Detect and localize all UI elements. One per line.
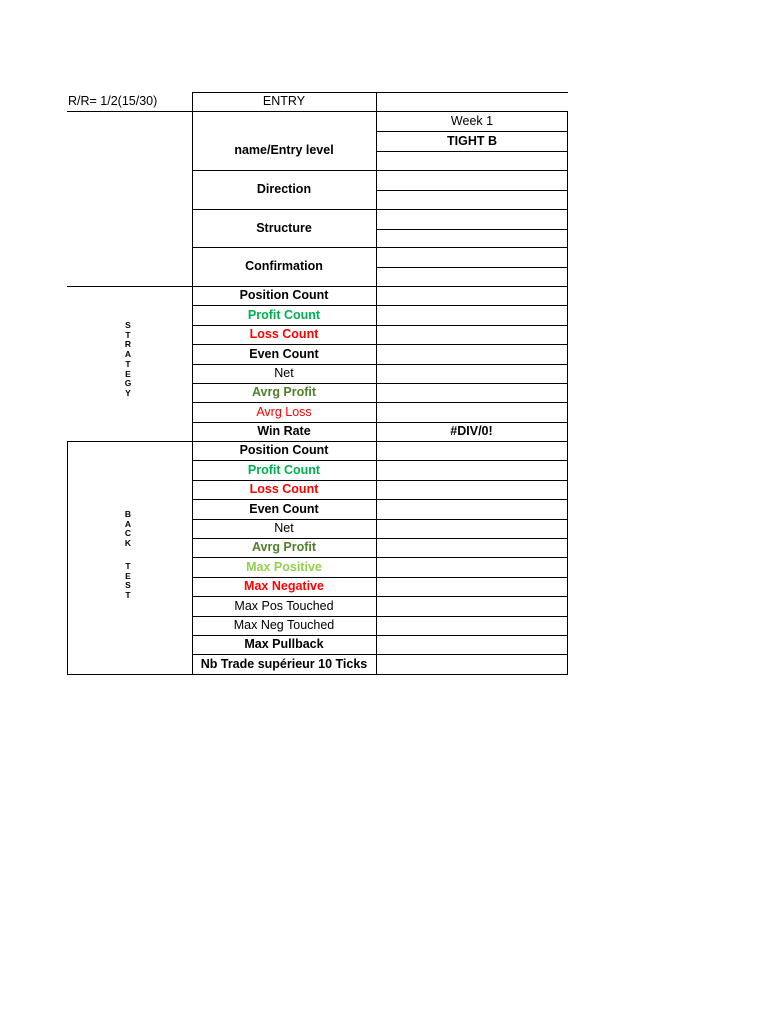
backtest-row-value[interactable] [376, 616, 567, 635]
backtest-row-label: Max Pos Touched [234, 598, 334, 613]
vertical-letter: S [125, 580, 131, 591]
back-vertical-label [122, 510, 134, 549]
confirmation-label: Confirmation [245, 259, 323, 274]
backtest-row-value[interactable] [376, 654, 567, 674]
strategy-row-value[interactable] [376, 364, 567, 383]
strategy-row-value[interactable] [376, 325, 567, 344]
test-vertical-label [122, 562, 134, 601]
direction-label: Direction [256, 182, 312, 197]
strategy-row-value[interactable] [376, 344, 567, 364]
strategy-row-label: Profit Count [247, 307, 321, 322]
vertical-letter: E [125, 368, 131, 379]
backtest-row-value[interactable] [376, 519, 567, 538]
entry-name-value-cell[interactable]: TIGHT B [447, 133, 497, 148]
backtest-row-label: Max Pullback [244, 637, 324, 652]
week-label-cell[interactable]: Week 1 [450, 113, 494, 128]
vertical-letter: B [124, 509, 132, 519]
backtest-row-label: Loss Count [249, 482, 319, 497]
grid-line [67, 441, 68, 675]
strategy-row-label: Position Count [239, 288, 329, 303]
grid-line [67, 674, 568, 675]
grid-line [67, 111, 193, 112]
backtest-row-label: Net [274, 521, 294, 536]
grid-line [376, 229, 568, 230]
vertical-letter: A [124, 349, 132, 360]
backtest-row-label: Max Negative [244, 579, 324, 594]
vertical-letter: K [124, 538, 132, 549]
strategy-row-value[interactable] [376, 383, 567, 402]
vertical-letter: S [125, 320, 131, 330]
backtest-row-value[interactable] [376, 480, 567, 499]
vertical-letter: A [124, 518, 132, 529]
backtest-row-value[interactable] [376, 538, 567, 557]
grid-line [376, 190, 568, 191]
grid-line [67, 441, 193, 442]
backtest-row-label: Avrg Profit [251, 540, 317, 555]
backtest-row-label: Position Count [239, 443, 329, 458]
strategy-row-value[interactable]: #DIV/0! [450, 424, 493, 439]
backtest-row-label: Nb Trade supérieur 10 Ticks [200, 656, 368, 671]
vertical-letter: R [124, 339, 132, 350]
backtest-row-value[interactable] [376, 577, 567, 596]
strategy-row-label: Avrg Profit [251, 385, 317, 400]
backtest-row-label: Max Neg Touched [233, 618, 335, 633]
vertical-letter: T [125, 329, 131, 340]
backtest-row-value[interactable] [376, 557, 567, 577]
backtest-row-value[interactable] [376, 460, 567, 480]
vertical-letter: Y [125, 387, 131, 398]
backtest-row-value[interactable] [376, 441, 567, 460]
rr-ratio-label: R/R= 1/2(15/30) [68, 94, 158, 108]
strategy-row-label: Loss Count [249, 327, 319, 342]
strategy-row-value[interactable] [376, 402, 567, 422]
strategy-row-value[interactable] [376, 305, 567, 325]
backtest-row-value[interactable] [376, 635, 567, 654]
structure-label: Structure [256, 220, 312, 235]
backtest-row-value[interactable] [376, 596, 567, 616]
backtest-row-value[interactable] [376, 499, 567, 519]
strategy-row-label: Win Rate [257, 424, 311, 439]
strategy-vertical-label [122, 321, 134, 399]
vertical-letter: T [125, 358, 131, 369]
vertical-letter: G [124, 378, 132, 389]
strategy-row-label: Even Count [249, 346, 319, 361]
strategy-row-label: Net [274, 366, 294, 381]
vertical-letter: C [124, 528, 132, 539]
grid-line [567, 286, 568, 675]
strategy-row-label: Avrg Loss [256, 404, 312, 419]
grid-line [376, 267, 568, 268]
backtest-row-label: Profit Count [247, 462, 321, 477]
name-entry-level-label: name/Entry level [234, 143, 334, 158]
entry-header-cell[interactable]: ENTRY [262, 94, 306, 109]
vertical-letter: E [125, 570, 131, 581]
strategy-row-value[interactable] [376, 286, 567, 305]
backtest-row-label: Even Count [249, 501, 319, 516]
grid-line [376, 151, 568, 152]
backtest-row-label: Max Positive [246, 559, 322, 574]
vertical-letter: T [125, 561, 131, 571]
vertical-letter: T [125, 590, 131, 601]
